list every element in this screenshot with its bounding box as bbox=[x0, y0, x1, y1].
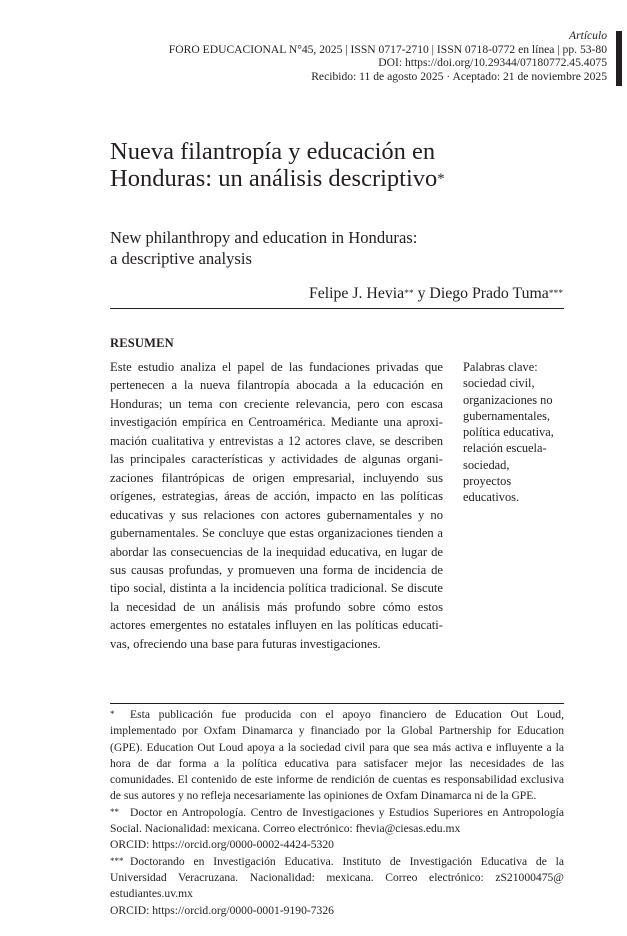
keyword-line: sociedad civil, bbox=[463, 376, 535, 391]
abstract-text: Este estudio analiza el papel de las fundaciones privadas que pertenecen a la nueva filantropía abocada a la educación en Honduras; un tema con creciente relevancia, pero con escasa investigación empírica en Centroamérica. Mediante una aproximación cualitativa y entrevistas a 12 actores clave, se describen las principales características y actividades de algunas organizaciones filantrópicas de origen empresarial, incluyendo sus orígenes, estrategias, áreas de acción, impacto en las políticas educativas y sus relaciones con actores gubernamentales y no gubernamentales. Se concluye que estas organizaciones tienden a abordar las consecuencias de la inequidad educativa, en lugar de sus causas profundas, y promueven una forma de incidencia de tipo social, distinta a la incidencia política tradicional. Se discute la necesidad de un análisis más profundo sobre cómo estos actores emergentes no estatales influyen en las políticas educativas, ofreciendo una base para futuras investigaciones. bbox=[110, 360, 443, 651]
keywords-box bbox=[463, 359, 573, 506]
keyword-line: educativos. bbox=[463, 490, 520, 505]
title-footnote-mark[interactable]: * bbox=[437, 170, 445, 187]
keyword-line: sociedad, bbox=[463, 457, 510, 472]
doi-link[interactable]: DOI: https://doi.org/10.29344/07180772.45.4075 bbox=[378, 56, 607, 70]
author-2: Diego Prado Tuma bbox=[429, 285, 549, 302]
author-2-footnote-mark[interactable]: *** bbox=[548, 289, 563, 300]
footnote-mark: *** bbox=[110, 855, 124, 866]
subtitle-line-1: New philanthropy and education in Honduras: bbox=[110, 228, 418, 247]
header-side-bar bbox=[616, 31, 622, 86]
title-line-1: Nueva filantropía y educación en bbox=[110, 138, 436, 165]
footnote-text: Doctorando en Investigación Educativa. Instituto de Investigación Educativa de la Universidad Veracruzana. Nacionalidad: mexicana. Correo electrónico: zS21000475@ estudiantes.uv.mx bbox=[110, 854, 564, 901]
author-connector: y bbox=[413, 285, 430, 302]
footnote-author-1 bbox=[110, 805, 564, 854]
section-label: Artículo bbox=[569, 29, 607, 42]
footnote-mark: ** bbox=[110, 806, 119, 817]
author-1-footnote-mark[interactable]: ** bbox=[404, 289, 414, 300]
footnote-text: Esta publicación fue producida con el apoyo financiero de Education Out Loud, implementado por Oxfam Dinamarca y financiado por la Global Partnership for Education (GPE). Education Out Loud apoya a la sociedad civil para que sea más activa e influyente a la hora de dar forma a la política educativa para satisfacer mejor las necesidades de las comunidades. El contenido de este informe de rendición de cuentas es responsabilidad exclusiva de sus autores y no refleja necesariamente las opiniones de Oxfam Dinamarca ni de la GPE. bbox=[110, 708, 564, 803]
orcid-link[interactable]: ORCID: https://orcid.org/0000-0002-4424-5320 bbox=[110, 838, 334, 852]
footnote-funding bbox=[110, 707, 564, 805]
title-line-2 bbox=[110, 165, 570, 192]
authors bbox=[110, 284, 563, 304]
keyword-line: relación escuela- bbox=[463, 441, 547, 456]
author-divider bbox=[110, 308, 564, 309]
keyword-line: proyectos bbox=[463, 474, 512, 489]
footnote-text: Doctor en Antropología. Centro de Investigaciones y Estudios Superiores en Antropología Social. Nacionalidad: mexicana. Correo electrónico: fhevia@ciesas.edu.mx bbox=[110, 805, 564, 836]
received-accepted-dates: Recibido: 11 de agosto 2025 · Aceptado: 21 de noviembre 2025 bbox=[311, 69, 607, 83]
footnotes bbox=[110, 707, 564, 919]
subtitle-line-2: a descriptive analysis bbox=[110, 248, 252, 268]
abstract-heading: RESUMEN bbox=[110, 336, 174, 350]
journal-header bbox=[87, 29, 607, 83]
article-subtitle bbox=[110, 228, 570, 269]
keyword-line: organizaciones no bbox=[463, 392, 553, 407]
orcid-link[interactable]: ORCID: https://orcid.org/0000-0001-9190-7326 bbox=[110, 903, 334, 917]
keyword-line: gubernamentales, bbox=[463, 408, 551, 423]
keywords-label: Palabras clave: bbox=[463, 360, 538, 374]
keyword-line: política educativa, bbox=[463, 425, 554, 440]
journal-info: FORO EDUCACIONAL N°45, 2025 | ISSN 0717-2710 | ISSN 0718-0772 en línea | pp. 53-80 bbox=[168, 42, 607, 56]
title-line-2-text: Honduras: un análisis descriptivo bbox=[110, 165, 438, 192]
footnote-mark: * bbox=[110, 709, 115, 719]
author-1: Felipe J. Hevia bbox=[308, 285, 405, 302]
footnote-divider bbox=[110, 703, 564, 704]
footnote-author-2 bbox=[110, 854, 564, 919]
article-title bbox=[110, 138, 570, 192]
